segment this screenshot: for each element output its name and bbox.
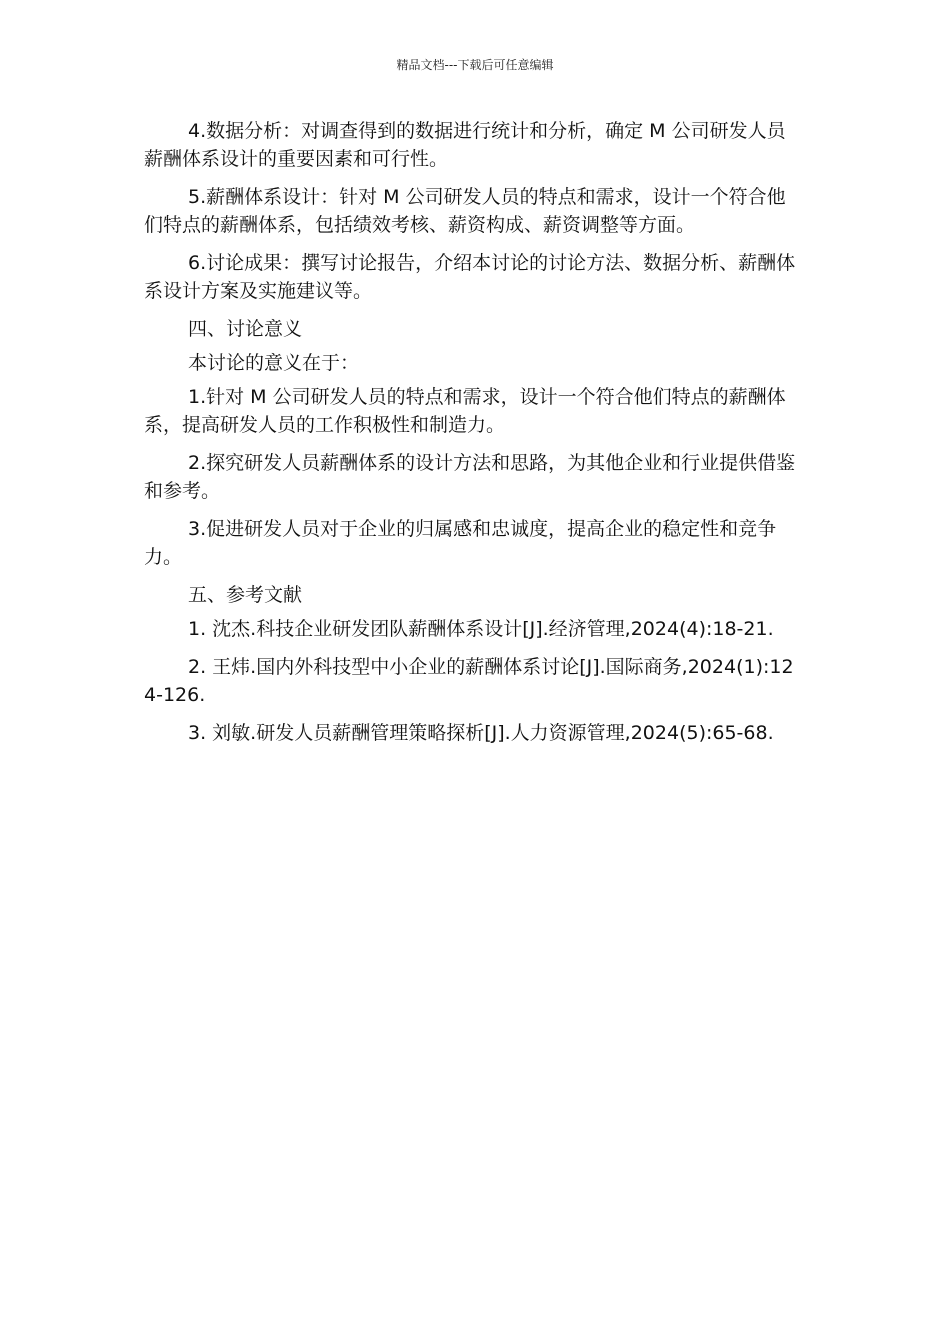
reference-item-2: 2. 王炜.国内外科技型中小企业的薪酬体系讨论[J].国际商务,2024(1):124-126. <box>144 656 794 706</box>
paragraph-significance-2: 2.探究研发人员薪酬体系的设计方法和思路，为其他企业和行业提供借鉴和参考。 <box>144 452 796 502</box>
reference-item-3: 3. 刘敏.研发人员薪酬管理策略探析[J].人力资源管理,2024(5):65-68. <box>188 722 774 744</box>
paragraph-significance-3: 3.促进研发人员对于企业的归属感和忠诚度，提高企业的稳定性和竞争力。 <box>144 518 777 568</box>
paragraph-discussion-results: 6.讨论成果：撰写讨论报告，介绍本讨论的讨论方法、数据分析、薪酬体系设计方案及实施建议等。 <box>144 252 796 302</box>
document-body <box>144 117 798 757</box>
page-header: 精品文档---下载后可任意编辑 <box>396 58 554 72</box>
paragraph-significance-1: 1.针对 M 公司研发人员的特点和需求，设计一个符合他们特点的薪酬体系，提高研发人员的工作积极性和制造力。 <box>144 386 786 436</box>
section-heading-references: 五、参考文献 <box>188 584 303 606</box>
paragraph-significance-intro: 本讨论的意义在于： <box>188 352 360 374</box>
reference-item-1: 1. 沈杰.科技企业研发团队薪酬体系设计[J].经济管理,2024(4):18-21. <box>188 618 774 640</box>
paragraph-data-analysis: 4.数据分析：对调查得到的数据进行统计和分析，确定 M 公司研发人员薪酬体系设计的重要因素和可行性。 <box>144 120 786 170</box>
paragraph-salary-system-design: 5.薪酬体系设计：针对 M 公司研发人员的特点和需求，设计一个符合他们特点的薪酬体系，包括绩效考核、薪资构成、薪资调整等方面。 <box>144 186 786 236</box>
section-heading-significance: 四、讨论意义 <box>188 318 303 340</box>
